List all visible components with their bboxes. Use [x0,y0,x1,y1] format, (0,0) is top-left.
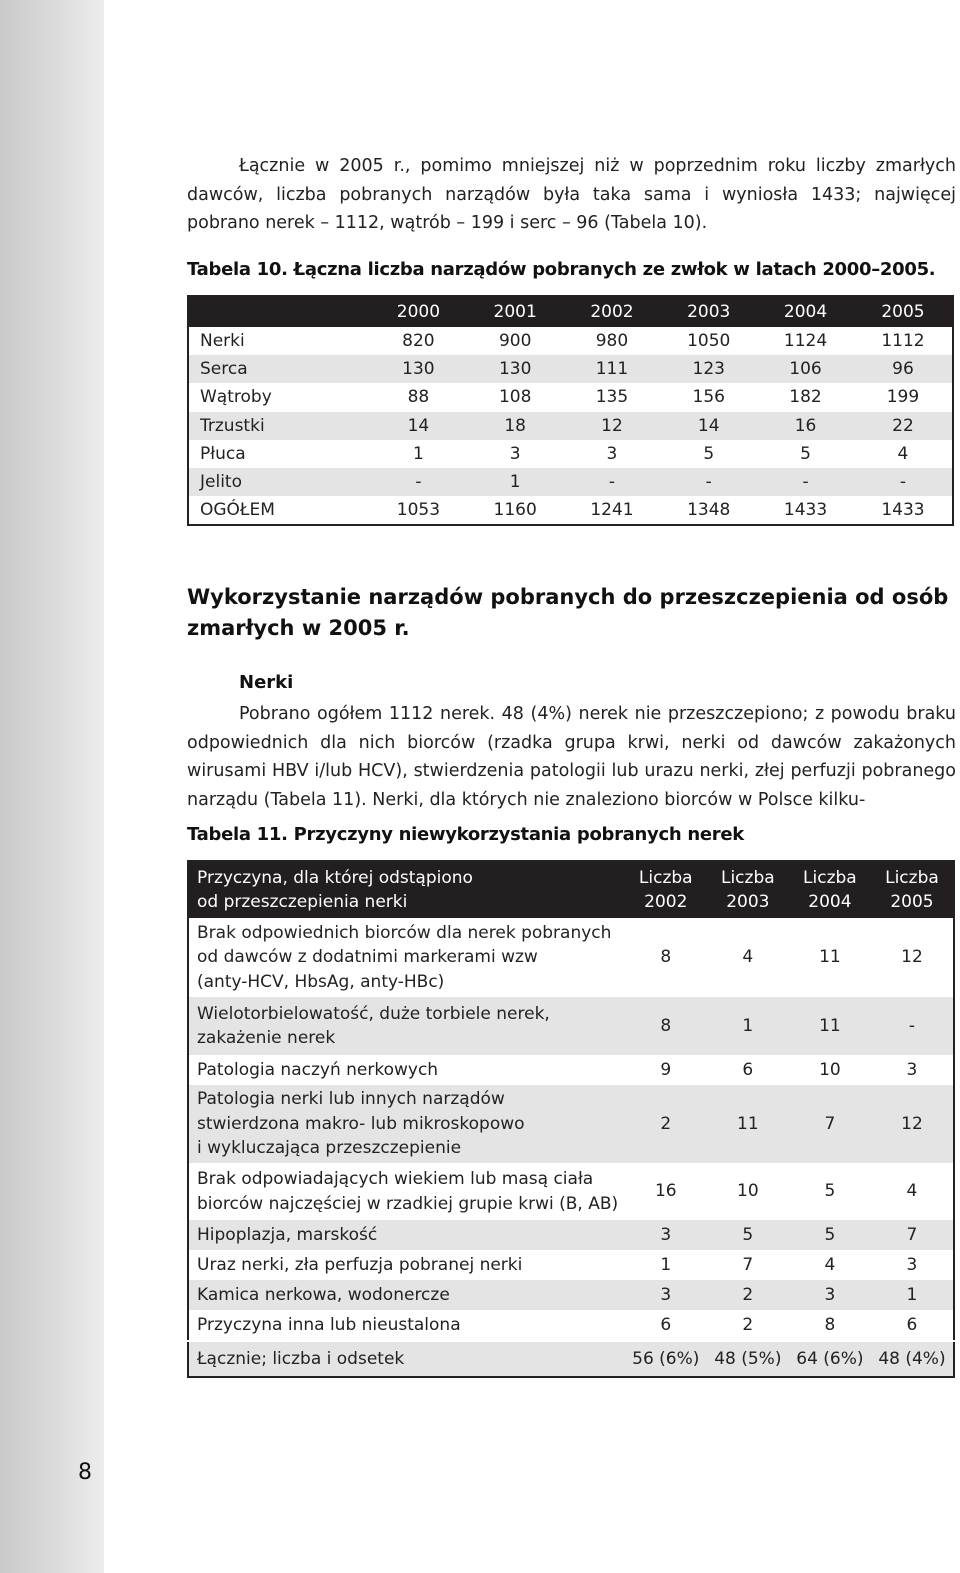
table-row [188,327,953,355]
table10-caption: Tabela 10. Łączna liczba narządów pobranych ze zwłok w latach 2000–2005. [187,259,936,280]
table-cell: 5 [707,1220,789,1250]
table-cell: 111 [564,355,661,383]
table-cell: 1 [660,1254,672,1275]
table-row [188,1310,954,1341]
table-cell: 2 [625,1085,707,1163]
table-cell: 8 [625,997,707,1055]
table-cell: 5 [824,1181,836,1202]
table-cell: 1053 [396,500,441,521]
table-cell: 6 [660,1314,672,1335]
table-cell: 12 [564,412,661,440]
page-number: 8 [78,1460,92,1485]
table-row [188,1250,954,1280]
table-cell: 1433 [783,500,828,521]
table10-year: 2000 [370,296,467,327]
row-label: Wielotorbielowatość, duże torbiele nerek, zakażenie nerek [188,997,625,1055]
page-margin-strip [0,0,104,1573]
intro-paragraph: Łącznie w 2005 r., pomimo mniejszej niż w poprzednim roku liczby zmarłych dawców, liczba pobranych narządów była taka sama i wyniosła 1433; najwięcej pobrano nerek – 1112, wątrób – 199 i serc – 96 (Tabela 10). [187,156,956,233]
table-cell: 18 [467,412,564,440]
table11-header-row [188,861,954,918]
table-cell: 14 [370,412,467,440]
table-cell: 199 [886,387,920,408]
table-cell: - [871,997,954,1055]
table10-year: 2004 [757,296,854,327]
table-row [188,412,953,440]
table-cell: 820 [402,331,435,352]
table-cell: 14 [660,412,757,440]
table-cell: - [757,468,854,496]
table-row [188,918,954,997]
row-label: Uraz nerki, zła perfuzja pobranej nerki [197,1254,523,1275]
table-cell: 1050 [687,331,731,352]
table10-year: 2002 [564,296,661,327]
row-label: Brak odpowiednich biorców dla nerek pobranych od dawców z dodatnimi markerami wzw (anty-HCV, HbsAg, anty-HBc) [197,922,612,992]
table-cell: 3 [625,1280,707,1310]
table-cell: 4 [897,443,909,464]
page-content [187,152,956,1369]
table10-year: 2001 [467,296,564,327]
table-row [188,1163,954,1220]
table-cell: 1160 [493,500,537,521]
table-cell: 1 [871,1280,954,1310]
table-cell: 10 [737,1181,759,1202]
table-cell: 130 [467,355,564,383]
table-cell: 1 [467,468,564,496]
table-row [188,1055,954,1085]
table-cell: 1348 [687,500,731,521]
table-cell: 48 (5%) [707,1341,789,1377]
row-label: Trzustki [188,412,370,440]
table-cell: 96 [854,355,953,383]
table11-header-year: Liczba 2002 [625,861,707,918]
table10 [187,295,954,526]
table-cell: 12 [901,947,923,968]
table-cell: 4 [824,1254,836,1275]
table11-header-year: Liczba 2003 [707,861,789,918]
table-row [188,468,953,496]
section-subheading: Nerki [239,672,294,693]
table-cell: - [660,468,757,496]
table-cell: 5 [800,443,811,464]
table-row [188,1220,954,1250]
row-label: Płuca [200,443,246,464]
table-cell: 7 [789,1085,871,1163]
table-cell: 16 [654,1181,677,1202]
table-row [188,1280,954,1310]
table-cell: 2 [707,1280,789,1310]
table-cell: 5 [703,443,715,464]
row-label: Jelito [188,468,370,496]
table-cell: 11 [819,947,841,968]
table-cell: 3 [789,1280,871,1310]
row-label: OGÓŁEM [200,500,275,521]
table-cell: 3 [906,1254,918,1275]
table11-header-year: Liczba 2005 [871,861,954,918]
table-row [188,440,953,468]
table-cell: 12 [871,1085,954,1163]
row-label: Łącznie; liczba i odsetek [188,1341,625,1377]
table-cell: 9 [660,1059,672,1080]
table10-header-row [188,296,953,327]
table-cell: 5 [789,1220,871,1250]
table-cell: 980 [595,331,629,352]
table-row [188,355,953,383]
table-row-total [188,1341,954,1377]
table-cell: 1433 [881,500,925,521]
table-cell: - [564,468,661,496]
table-cell: 156 [692,387,725,408]
table-cell: 1 [707,997,789,1055]
table11-header-reason: Przyczyna, dla której odstąpiono od przeszczepienia nerki [188,861,625,918]
table-cell: 3 [509,443,521,464]
row-label: Serca [188,355,370,383]
table11-caption: Tabela 11. Przyczyny niewykorzystania pobranych nerek [187,824,744,845]
table-cell: 8 [824,1314,836,1335]
table-cell: 56 (6%) [625,1341,707,1377]
table-cell: 1112 [881,331,925,352]
table-cell: 135 [595,387,629,408]
table-cell: 88 [407,387,430,408]
table-cell: 7 [742,1254,754,1275]
table-cell: 16 [757,412,854,440]
row-label: Przyczyna inna lub nieustalona [197,1314,461,1335]
table-cell: 3 [906,1059,918,1080]
table-cell: 106 [757,355,854,383]
table-cell: 11 [707,1085,789,1163]
table-cell: 1 [412,443,424,464]
table-cell: - [370,468,467,496]
table11-header-year: Liczba 2004 [789,861,871,918]
table-cell: 4 [906,1181,918,1202]
table-cell: 130 [370,355,467,383]
row-label: Patologia nerki lub innych narządów stwierdzona makro- lub mikroskopowo i wykluczająca przeszczepienie [188,1085,625,1163]
row-label: Wątroby [200,387,272,408]
table-cell: 3 [625,1220,707,1250]
table-cell: 3 [606,443,618,464]
table-cell: 1124 [783,331,828,352]
table-row [188,1085,954,1163]
table-cell: 7 [871,1220,954,1250]
table-cell: 8 [660,947,672,968]
table-cell: 6 [742,1059,754,1080]
table-cell: 10 [819,1059,841,1080]
table-cell: 900 [498,331,532,352]
table-row [188,997,954,1055]
table-cell: 6 [906,1314,918,1335]
row-label: Brak odpowiadających wiekiem lub masą ciała biorców najczęściej w rzadkiej grupie krwi (B, AB) [197,1169,619,1214]
table-cell: 11 [789,997,871,1055]
table10-header-corner [188,296,370,327]
table10-year: 2003 [660,296,757,327]
table-row-total [188,496,953,525]
table-cell: 22 [854,412,953,440]
row-label: Patologia naczyń nerkowych [197,1059,439,1080]
row-label: Hipoplazja, marskość [188,1220,625,1250]
table-cell: - [854,468,953,496]
table-cell: 108 [498,387,532,408]
row-label: Kamica nerkowa, wodonercze [188,1280,625,1310]
table-cell: 2 [742,1314,754,1335]
table10-year: 2005 [854,296,953,327]
section-heading: Wykorzystanie narządów pobranych do przeszczepienia od osób zmarłych w 2005 r. [187,585,949,640]
table-cell: 48 (4%) [871,1341,954,1377]
table-row [188,383,953,411]
table-cell: 182 [789,387,822,408]
table-cell: 1241 [590,500,634,521]
table11 [187,860,955,1378]
table-cell: 123 [660,355,757,383]
kidney-paragraph: Pobrano ogółem 1112 nerek. 48 (4%) nerek nie przeszczepiono; z powodu braku odpowiednich dla nich biorców (rzadka grupa krwi, nerki od dawców zakażonych wirusami HBV i/lub HCV), stwierdzenia patologii lub urazu nerki, złej perfuzji pobranego narządu (Tabela 11). Nerki, dla których nie znaleziono biorców w Polsce kilku- [187,704,956,810]
row-label: Nerki [200,331,245,352]
table-cell: 4 [742,947,754,968]
table-cell: 64 (6%) [789,1341,871,1377]
